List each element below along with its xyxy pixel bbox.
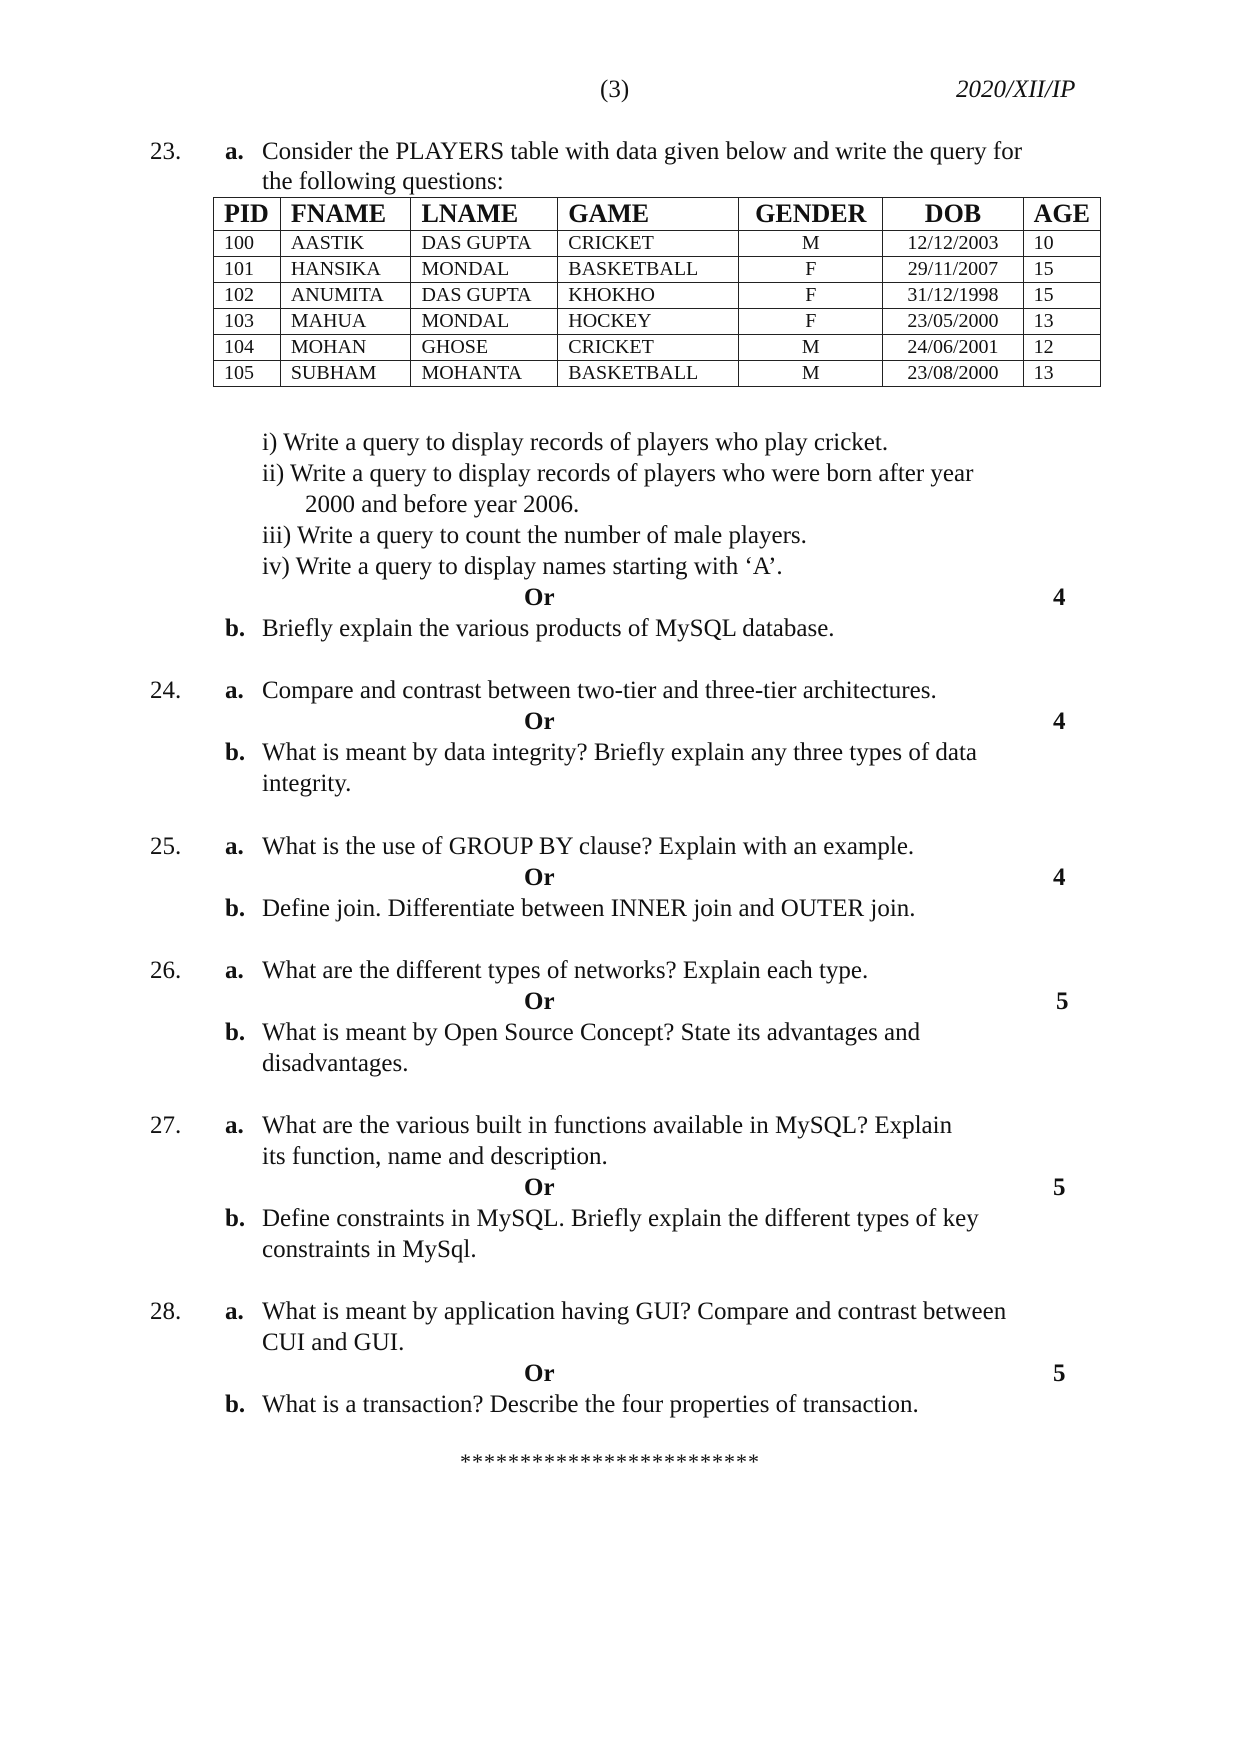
table-cell: CRICKET (558, 231, 739, 257)
question-number: 26. (150, 957, 182, 984)
option-label: b. (225, 615, 246, 642)
or-label: Or (524, 584, 555, 611)
sub-question: i) Write a query to display records of players who play cricket. (262, 429, 889, 456)
question-text: disadvantages. (262, 1050, 409, 1077)
table-cell: DAS GUPTA (411, 231, 558, 257)
column-header: FNAME (280, 198, 411, 231)
table-cell: DAS GUPTA (411, 283, 558, 309)
question-text: What is meant by application having GUI? Compare and contrast between (262, 1298, 1007, 1325)
option-label: a. (225, 957, 244, 984)
end-of-paper-stars: ************************* (460, 1449, 760, 1474)
question-text: Define join. Differentiate between INNER join and OUTER join. (262, 895, 916, 922)
table-cell: 15 (1023, 283, 1100, 309)
column-header: AGE (1023, 198, 1100, 231)
question-text: What is meant by Open Source Concept? State its advantages and (262, 1019, 921, 1046)
table-cell: F (739, 257, 883, 283)
sub-question: iii) Write a query to count the number of male players. (262, 522, 807, 549)
marks: 4 (1053, 864, 1066, 891)
table-cell: SUBHAM (280, 361, 411, 387)
or-label: Or (524, 988, 555, 1015)
question-text: CUI and GUI. (262, 1329, 405, 1356)
table-row (214, 283, 1101, 309)
sub-question: 2000 and before year 2006. (305, 491, 580, 518)
table-cell: HANSIKA (280, 257, 411, 283)
marks: 5 (1053, 1174, 1066, 1201)
option-label: a. (225, 1298, 244, 1325)
table-cell: 23/08/2000 (883, 361, 1023, 387)
question-text: What is a transaction? Describe the four properties of transaction. (262, 1391, 919, 1418)
table-cell: 10 (1023, 231, 1100, 257)
table-cell: 12/12/2003 (883, 231, 1023, 257)
column-header: GAME (558, 198, 739, 231)
table-cell: 15 (1023, 257, 1100, 283)
or-label: Or (524, 1360, 555, 1387)
table-cell: MONDAL (411, 309, 558, 335)
table-cell: 23/05/2000 (883, 309, 1023, 335)
table-cell: CRICKET (558, 335, 739, 361)
or-label: Or (524, 1174, 555, 1201)
table-cell: KHOKHO (558, 283, 739, 309)
table-cell: 102 (214, 283, 281, 309)
question-text: integrity. (262, 770, 352, 797)
table-row (214, 335, 1101, 361)
option-label: b. (225, 739, 246, 766)
option-label: a. (225, 138, 244, 165)
sub-question: iv) Write a query to display names starting with ‘A’. (262, 553, 783, 580)
question-text: constraints in MySql. (262, 1236, 477, 1263)
question-number: 25. (150, 833, 182, 860)
players-table (213, 197, 1101, 387)
table-cell: HOCKEY (558, 309, 739, 335)
table-cell: BASKETBALL (558, 361, 739, 387)
question-text: What is meant by data integrity? Briefly explain any three types of data (262, 739, 978, 766)
question-text: Define constraints in MySQL. Briefly explain the different types of key (262, 1205, 979, 1232)
question-text: What is the use of GROUP BY clause? Explain with an example. (262, 833, 915, 860)
question-text: What are the different types of networks? Explain each type. (262, 957, 869, 984)
question-text: the following questions: (262, 168, 504, 195)
question-text: Briefly explain the various products of MySQL database. (262, 615, 835, 642)
table-cell: 105 (214, 361, 281, 387)
table-cell: MOHANTA (411, 361, 558, 387)
table-cell: 31/12/1998 (883, 283, 1023, 309)
table-cell: 100 (214, 231, 281, 257)
table-cell: 12 (1023, 335, 1100, 361)
option-label: a. (225, 677, 244, 704)
table-cell: 13 (1023, 309, 1100, 335)
table-cell: MONDAL (411, 257, 558, 283)
option-label: b. (225, 1391, 246, 1418)
question-text: Compare and contrast between two-tier and three-tier architectures. (262, 677, 937, 704)
question-number: 27. (150, 1112, 182, 1139)
column-header: DOB (883, 198, 1023, 231)
table-cell: M (739, 335, 883, 361)
marks: 4 (1053, 584, 1066, 611)
table-row (214, 361, 1101, 387)
table-cell: 101 (214, 257, 281, 283)
table-cell: ANUMITA (280, 283, 411, 309)
option-label: b. (225, 1019, 246, 1046)
marks: 5 (1056, 988, 1069, 1015)
option-label: b. (225, 895, 246, 922)
question-text: What are the various built in functions available in MySQL? Explain (262, 1112, 953, 1139)
table-cell: 104 (214, 335, 281, 361)
table-row (214, 257, 1101, 283)
table-cell: 103 (214, 309, 281, 335)
question-text: its function, name and description. (262, 1143, 608, 1170)
table-cell: F (739, 283, 883, 309)
question-number: 28. (150, 1298, 182, 1325)
question-number: 23. (150, 138, 182, 165)
table-row (214, 231, 1101, 257)
table-cell: MOHAN (280, 335, 411, 361)
page-number: (3) (600, 76, 630, 103)
column-header: GENDER (739, 198, 883, 231)
table-cell: F (739, 309, 883, 335)
option-label: a. (225, 833, 244, 860)
option-label: b. (225, 1205, 246, 1232)
table-header-row (214, 198, 1101, 231)
paper-code: 2020/XII/IP (956, 76, 1076, 103)
column-header: LNAME (411, 198, 558, 231)
table-cell: AASTIK (280, 231, 411, 257)
table-cell: 13 (1023, 361, 1100, 387)
table-cell: BASKETBALL (558, 257, 739, 283)
sub-question: ii) Write a query to display records of players who were born after year (262, 460, 974, 487)
table-cell: GHOSE (411, 335, 558, 361)
table-cell: M (739, 231, 883, 257)
table-cell: 24/06/2001 (883, 335, 1023, 361)
table-row (214, 309, 1101, 335)
table-cell: MAHUA (280, 309, 411, 335)
marks: 4 (1053, 708, 1066, 735)
marks: 5 (1053, 1360, 1066, 1387)
question-text: Consider the PLAYERS table with data given below and write the query for (262, 138, 1023, 165)
option-label: a. (225, 1112, 244, 1139)
question-number: 24. (150, 677, 182, 704)
table-cell: M (739, 361, 883, 387)
or-label: Or (524, 864, 555, 891)
table-cell: 29/11/2007 (883, 257, 1023, 283)
column-header: PID (214, 198, 281, 231)
or-label: Or (524, 708, 555, 735)
